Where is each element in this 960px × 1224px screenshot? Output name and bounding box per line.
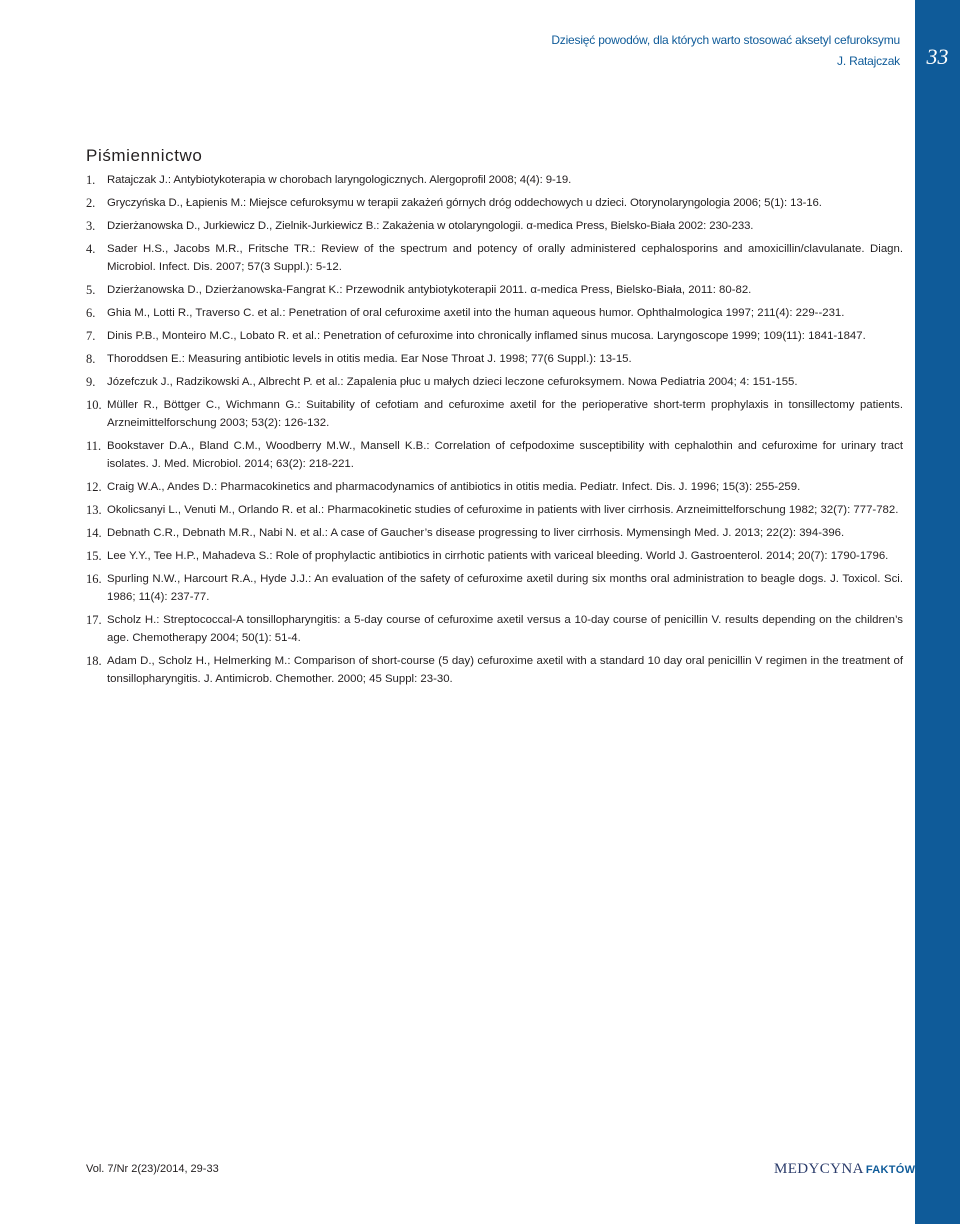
reference-item [86, 373, 903, 391]
reference-item [86, 304, 903, 322]
reference-text: Lee Y.Y., Tee H.P., Mahadeva S.: Role of prophylactic antibiotics in cirrhotic patients with variceal bleeding. World J. Gastroenterol. 2014; 20(7): 1790-1796. [107, 550, 889, 562]
section-title: Piśmiennictwo [86, 146, 203, 165]
reference-item [86, 171, 903, 189]
reference-text: Dzierżanowska D., Jurkiewicz D., Zielnik-Jurkiewicz B.: Zakażenia w otolaryngologii. α-medica Press, Bielsko-Biała 2002: 230-233. [107, 220, 754, 232]
reference-number: 16. [86, 572, 102, 586]
reference-number: 14. [86, 526, 102, 540]
reference-item [86, 396, 903, 432]
reference-item [86, 327, 903, 345]
reference-number: 11. [86, 439, 102, 453]
reference-text: Adam D., Scholz H., Helmerking M.: Comparison of short-course (5 day) cefuroxime axetil with a standard 10 day oral penicillin V regimen in the treatment of tonsillopharyngitis. J. Antimicrob. Chemother. 2000; 45 Suppl: 23-30. [107, 655, 903, 685]
reference-item [86, 652, 903, 688]
page-number-tab [915, 0, 960, 1224]
header-title: Dziesięć powodów, dla których warto stosować aksetyl cefuroksymu [551, 33, 900, 47]
reference-number: 7. [86, 329, 96, 343]
running-header [551, 30, 900, 72]
reference-number: 5. [86, 283, 96, 297]
reference-text: Spurling N.W., Harcourt R.A., Hyde J.J.: An evaluation of the safety of cefuroxime axetil during six months oral administration to beagle dogs. J. Toxicol. Sci. 1986; 11(4): 237-77. [107, 573, 903, 603]
reference-item [86, 240, 903, 276]
reference-text: Bookstaver D.A., Bland C.M., Woodberry M.W., Mansell K.B.: Correlation of cefpodoxime susceptibility with cephalothin and cefuroxime for urinary tract isolates. J. Med. Microbiol. 2014; 63(2): 218-221. [107, 440, 903, 470]
reference-number: 6. [86, 306, 96, 320]
footer-citation: Vol. 7/Nr 2(23)/2014, 29-33 [86, 1163, 219, 1175]
reference-text: Debnath C.R., Debnath M.R., Nabi N. et al.: A case of Gaucher’s disease progressing to liver cirrhosis. Mymensingh Med. J. 2013; 22(2): 394-396. [107, 527, 845, 539]
reference-text: Dinis P.B., Monteiro M.C., Lobato R. et al.: Penetration of cefuroxime into chronically inflamed sinus mucosa. Laryngoscope 1999; 109(11): 1841-1847. [107, 330, 866, 342]
reference-number: 15. [86, 549, 102, 563]
reference-item [86, 611, 903, 647]
journal-logo [774, 1160, 915, 1178]
reference-text: Thoroddsen E.: Measuring antibiotic levels in otitis media. Ear Nose Throat J. 1998; 77(6 Suppl.): 13-15. [107, 353, 632, 365]
reference-text: Józefczuk J., Radzikowski A., Albrecht P. et al.: Zapalenia płuc u małych dzieci leczone cefuroksymem. Nowa Pediatria 2004; 4: 151-155. [107, 376, 798, 388]
reference-text: Okolicsanyi L., Venuti M., Orlando R. et al.: Pharmacokinetic studies of cefuroxime in patients with liver cirrhosis. Arzneimittelforschung 1982; 32(7): 777-782. [107, 504, 899, 516]
reference-text: Craig W.A., Andes D.: Pharmacokinetics and pharmacodynamics of antibiotics in otitis media. Pediatr. Infect. Dis. J. 1996; 15(3): 255-259. [107, 481, 801, 493]
reference-item [86, 194, 903, 212]
reference-item [86, 350, 903, 368]
reference-number: 4. [86, 242, 96, 256]
reference-number: 13. [86, 503, 102, 517]
reference-number: 9. [86, 375, 96, 389]
reference-number: 3. [86, 219, 96, 233]
reference-number: 2. [86, 196, 96, 210]
header-author: J. Ratajczak [837, 54, 900, 68]
reference-text: Scholz H.: Streptococcal-A tonsillopharyngitis: a 5-day course of cefuroxime axetil versus a 10-day course of penicillin V. results depending on the children’s age. Chemotherapy 2004; 50(1): 51-4. [107, 614, 903, 644]
reference-item [86, 437, 903, 473]
reference-item [86, 217, 903, 235]
reference-item [86, 478, 903, 496]
reference-item [86, 281, 903, 299]
reference-number: 8. [86, 352, 96, 366]
reference-number: 17. [86, 613, 102, 627]
reference-list [86, 171, 903, 693]
reference-item [86, 547, 903, 565]
reference-text: Sader H.S., Jacobs M.R., Fritsche TR.: Review of the spectrum and potency of orally administered cephalosporins and amoxicillin/clavulanate. Diagn. Microbiol. Infect. Dis. 2007; 57(3 Suppl.): 5-12. [107, 243, 903, 273]
reference-item [86, 570, 903, 606]
reference-text: Ghia M., Lotti R., Traverso C. et al.: Penetration of oral cefuroxime axetil into the human aqueous humor. Ophthalmologica 1997; 211(4): 229--231. [107, 307, 845, 319]
reference-text: Müller R., Böttger C., Wichmann G.: Suitability of cefotiam and cefuroxime axetil for the perioperative short-term prophylaxis in tonsillectomy patients. Arzneimittelforschung 2003; 53(2): 126-132. [107, 399, 903, 429]
reference-number: 12. [86, 480, 102, 494]
reference-item [86, 524, 903, 542]
reference-text: Gryczyńska D., Łapienis M.: Miejsce cefuroksymu w terapii zakażeń górnych dróg oddechowych u dzieci. Otorynolaryngologia 2006; 5(1): 13-16. [107, 197, 822, 209]
page-number: 33 [926, 44, 949, 69]
reference-number: 1. [86, 173, 96, 187]
reference-item [86, 501, 903, 519]
reference-number: 18. [86, 654, 102, 668]
logo-sub-text: FAKTÓW [865, 1164, 916, 1176]
reference-text: Ratajczak J.: Antybiotykoterapia w chorobach laryngologicznych. Alergoprofil 2008; 4(4): 9-19. [107, 174, 572, 186]
logo-main-text: MEDYCYNA [774, 1161, 864, 1177]
reference-text: Dzierżanowska D., Dzierżanowska-Fangrat K.: Przewodnik antybiotykoterapii 2011. α-medica Press, Bielsko-Biała, 2011: 80-82. [107, 284, 752, 296]
reference-number: 10. [86, 398, 102, 412]
